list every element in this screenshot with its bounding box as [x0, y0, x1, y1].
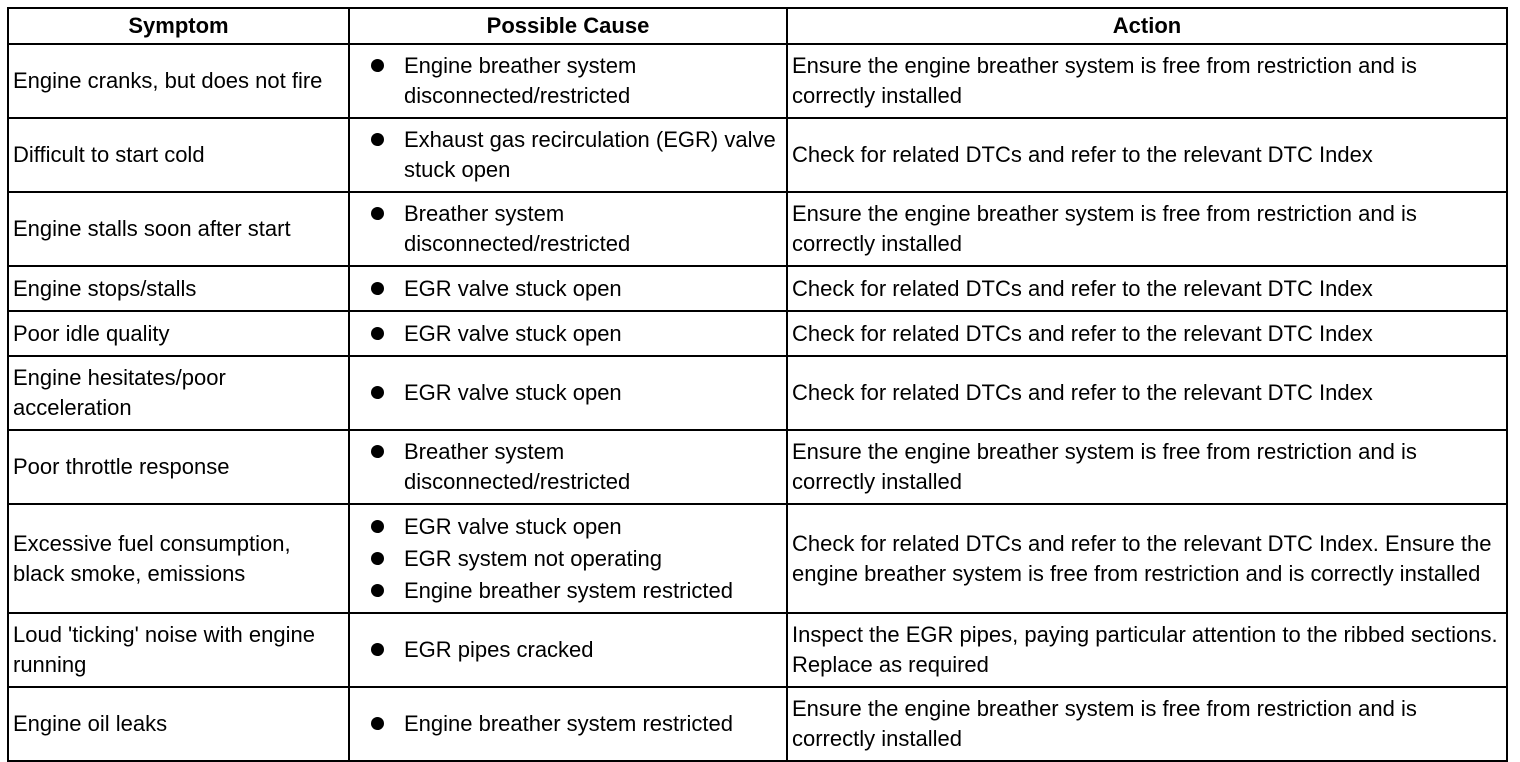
cause-item: EGR pipes cracked [354, 635, 782, 665]
bullet-icon [371, 133, 384, 146]
action-cell: Ensure the engine breather system is free from restriction and is correctly installed [787, 44, 1507, 118]
symptom-cell: Loud 'ticking' noise with engine running [8, 613, 349, 687]
cause-cell [349, 118, 787, 192]
bullet-icon [371, 445, 384, 458]
cause-cell [349, 311, 787, 356]
cause-item: EGR valve stuck open [354, 378, 782, 408]
diagnosis-table-container [7, 7, 1506, 762]
symptom-cell: Poor throttle response [8, 430, 349, 504]
bullet-icon [371, 386, 384, 399]
table-row [8, 266, 1507, 311]
table-row [8, 613, 1507, 687]
header-row [8, 8, 1507, 44]
cause-item: EGR valve stuck open [354, 274, 782, 304]
symptom-cell: Engine hesitates/poor acceleration [8, 356, 349, 430]
cause-item: Breather system disconnected/restricted [354, 437, 782, 497]
symptom-cell: Difficult to start cold [8, 118, 349, 192]
cause-item: EGR valve stuck open [354, 319, 782, 349]
bullet-icon [371, 717, 384, 730]
symptom-cell: Poor idle quality [8, 311, 349, 356]
table-row [8, 430, 1507, 504]
cause-item: Engine breather system restricted [354, 709, 782, 739]
symptom-cell: Engine oil leaks [8, 687, 349, 761]
cause-header: Possible Cause [349, 8, 787, 44]
bullet-icon [371, 327, 384, 340]
action-cell: Check for related DTCs and refer to the relevant DTC Index [787, 356, 1507, 430]
bullet-icon [371, 584, 384, 597]
cause-cell [349, 192, 787, 266]
table-row [8, 687, 1507, 761]
cause-cell [349, 504, 787, 613]
cause-item: Exhaust gas recirculation (EGR) valve stuck open [354, 125, 782, 185]
bullet-icon [371, 207, 384, 220]
cause-item: Engine breather system restricted [354, 575, 782, 607]
cause-cell [349, 356, 787, 430]
symptom-cell: Engine stops/stalls [8, 266, 349, 311]
cause-item: EGR valve stuck open [354, 511, 782, 543]
cause-item: Breather system disconnected/restricted [354, 199, 782, 259]
cause-item: EGR system not operating [354, 543, 782, 575]
cause-cell [349, 44, 787, 118]
action-cell: Check for related DTCs and refer to the relevant DTC Index [787, 118, 1507, 192]
action-cell: Check for related DTCs and refer to the relevant DTC Index [787, 311, 1507, 356]
symptom-cell: Engine cranks, but does not fire [8, 44, 349, 118]
symptom-cell: Engine stalls soon after start [8, 192, 349, 266]
table-row [8, 44, 1507, 118]
table-row [8, 356, 1507, 430]
cause-cell [349, 687, 787, 761]
cause-cell [349, 266, 787, 311]
cause-item: Engine breather system disconnected/restricted [354, 51, 782, 111]
action-cell: Ensure the engine breather system is free from restriction and is correctly installed [787, 430, 1507, 504]
symptom-header: Symptom [8, 8, 349, 44]
action-header: Action [787, 8, 1507, 44]
table-row [8, 311, 1507, 356]
table-row [8, 118, 1507, 192]
action-cell: Inspect the EGR pipes, paying particular attention to the ribbed sections. Replace as required [787, 613, 1507, 687]
bullet-icon [371, 59, 384, 72]
symptom-chart-table [7, 7, 1508, 762]
action-cell: Ensure the engine breather system is free from restriction and is correctly installed [787, 687, 1507, 761]
bullet-icon [371, 643, 384, 656]
bullet-icon [371, 520, 384, 533]
bullet-icon [371, 282, 384, 295]
cause-cell [349, 613, 787, 687]
action-cell: Check for related DTCs and refer to the relevant DTC Index. Ensure the engine breather system is free from restriction and is correctly installed [787, 504, 1507, 613]
symptom-cell: Excessive fuel consumption, black smoke, emissions [8, 504, 349, 613]
bullet-icon [371, 552, 384, 565]
action-cell: Ensure the engine breather system is free from restriction and is correctly installed [787, 192, 1507, 266]
table-row [8, 504, 1507, 613]
table-row [8, 192, 1507, 266]
action-cell: Check for related DTCs and refer to the relevant DTC Index [787, 266, 1507, 311]
cause-cell [349, 430, 787, 504]
